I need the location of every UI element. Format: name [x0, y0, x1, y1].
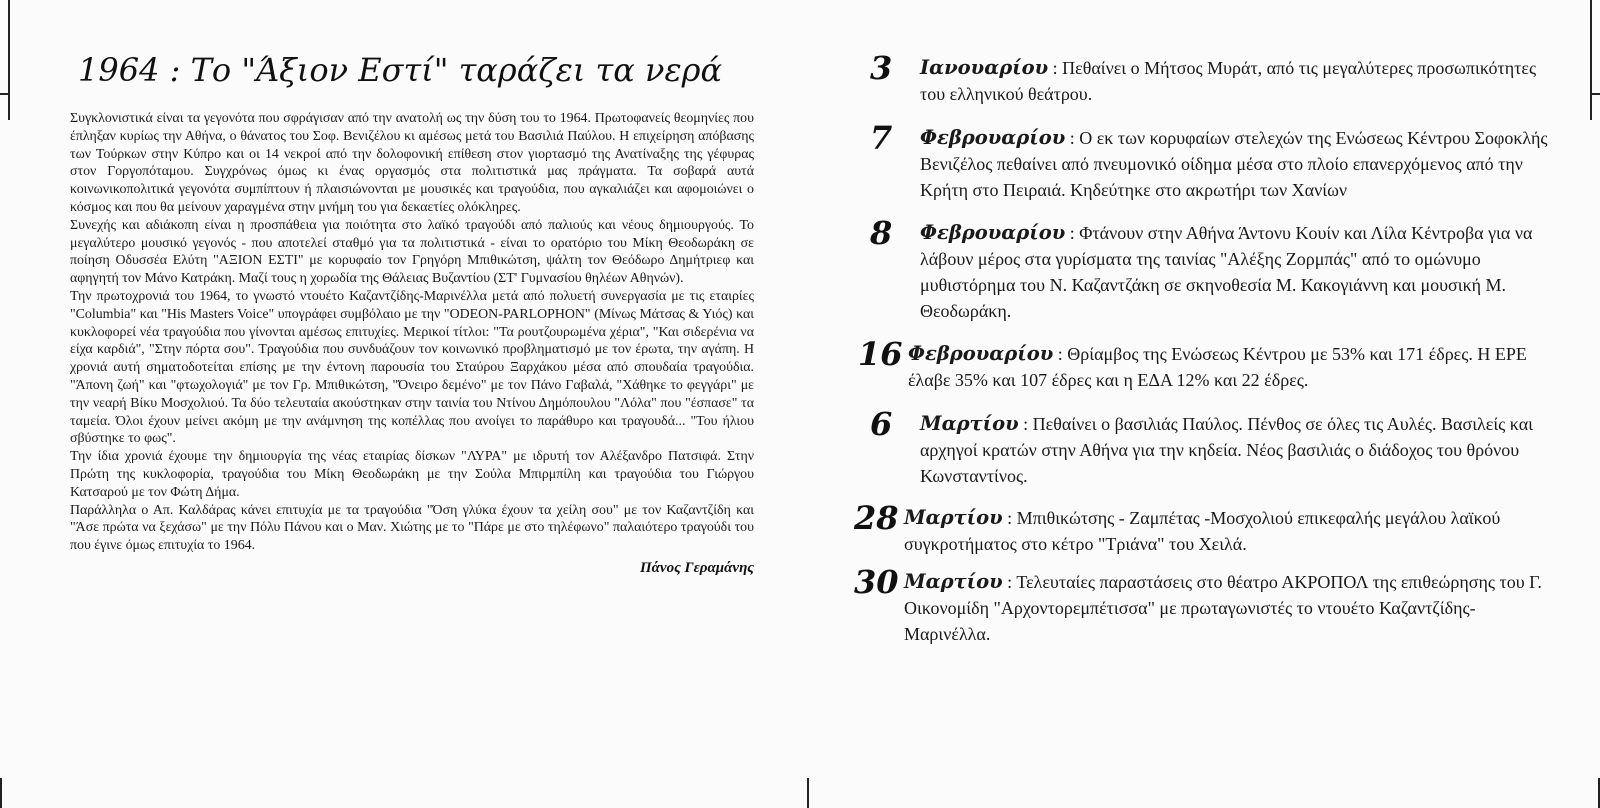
crop-mark: [1590, 93, 1600, 95]
chronology-entry: [866, 48, 1556, 107]
article-title: 1964 : Το "Άξιον Εστί" ταράζει τα νερά: [78, 51, 723, 89]
entry-description: : Μπιθικώτσης - Ζαμπέτας -Μοσχολιού επικεφαλής μεγάλου λαϊκού συγκροτήματος στο κέτρο "Τριάνα" του Χειλά.: [904, 508, 1501, 554]
entry-day: 3: [870, 49, 893, 87]
chronology-entry: [854, 498, 1556, 557]
entry-text: [904, 562, 1556, 647]
entry-text: [904, 498, 1556, 557]
entry-day: 7: [870, 119, 893, 157]
article-paragraph: Την πρωτοχρονιά του 1964, το γνωστό ντουέτο Καζαντζίδης-Μαρινέλλα μετά από πολυετή συνεργασία με τις εταιρίες "Columbia" και "His Masters Voice" υπογράφει συμβόλαιο με την "ODEON-PARLOPHON" (Μίνως Μάτσας & Υιός) και κυκλοφορεί νέα τραγούδια που γίνονται αμέσως επιτυχίες. Μερικοί τίτλοι: "Τα ρουτζουρωμένα χέρια", "Και σιδερένια να είχα καρδιά", "Στην πόρτα σου". Τραγούδια που συνδυάζουν τον κοινωνικό προβληματισμό με τον έρωτα, την αγάπη. Η χρονιά αυτή σηματοδοτείται επίσης με την έντονη παρουσία του Σταύρου Ξαρχάκου μέσα από σπουδαία τραγούδια. "Άπονη ζωή" και "φτωχολογιά" με τον Γρ. Μπιθικώτση, "Όνειρο δεμένο" με τον Πάνο Γαβαλά, "Χάθηκε το φεγγάρι" με την νεαρή Βίκυ Μοσχολιού. Τα δύο τελευταία ακούστηκαν στην ταινία του Ντίνου Δημόπουλου "Λόλα" που "έσπασε" τα ταμεία. Όλοι έχουν μείνει ακόμη με την ανάμνηση της κοπέλλας που ανοίγει το παράθυρο και τραγουδά... "Του ήλιου σβύστηκε το φως".: [70, 288, 754, 447]
chronology-entry: [858, 334, 1556, 393]
entry-description: : Θρίαμβος της Ενώσεως Κέντρου με 53% και 171 έδρες. Η ΕΡΕ έλαβε 35% και 107 έδρες και η ΕΔΑ 12% και 22 έδρες.: [908, 344, 1527, 390]
chronology-entry: [866, 118, 1556, 203]
crop-mark: [0, 778, 2, 808]
article-column: [70, 40, 754, 577]
entry-month: Ιανουαρίου: [920, 56, 1049, 79]
entry-description: : Ο εκ των κορυφαίων στελεχών της Ενώσεως Κέντρου Σοφοκλής Βενιζέλος πεθαίνει από πνευμονικό οίδημα μέσα στο πλοίο επανερχόμενος από την Κρήτη στο Πειραιά. Κηδεύτηκε στο ακρωτήρι των Χανίων: [920, 128, 1548, 200]
entry-day: 28: [854, 499, 899, 537]
fold-mark: [807, 778, 809, 808]
entry-description: : Πεθαίνει ο βασιλιάς Παύλος. Πένθος σε όλες τις Αυλές. Βασιλείς και αρχηγοί κρατών στην Αθήνα για την κηδεία. Νέος βασιλιάς ο διάδοχος του θρόνου Κωνσταντίνος.: [920, 414, 1533, 486]
entry-month: Φεβρουαρίου: [908, 342, 1054, 365]
article-paragraph: Συνεχής και αδιάκοπη είναι η προσπάθεια για ποιότητα στο λαϊκό τραγούδι από παλιούς και νέους δημιουργούς. Το μεγαλύτερο μουσικό γεγονός - που αποτελεί σταθμό για τα πολιτιστικά - είναι το ορατόριο του Μίκη Θεοδωράκη σε ποίηση Οδυσσέα Ελύτη "ΑΞΙΟΝ ΕΣΤΙ" με κορυφαίο τον Γρηγόρη Μπιθικώτση, ψάλτη τον Θεόδωρο Δημήτριεφ και αφηγητή τον Μάνο Κατράκη. Μαζί τους η χορωδία της Θάλειας Βυζαντίου (ΣΤ' Γυμνασίου θηλέων Αθηνών).: [70, 217, 754, 287]
entry-day: 8: [870, 214, 893, 252]
entry-text: [920, 118, 1556, 203]
chronology-entry: [866, 213, 1556, 324]
entry-day: 30: [854, 563, 899, 601]
crop-mark: [8, 0, 10, 120]
entry-day: 6: [870, 405, 893, 443]
entry-day: 16: [858, 335, 903, 373]
entry-text: [920, 404, 1556, 489]
entry-description: : Πεθαίνει ο Μήτσος Μυράτ, από τις μεγαλύτερες προσωπικότητες του ελληνικού θεάτρου.: [920, 58, 1537, 104]
entry-description: : Τελευταίες παραστάσεις στο θέατρο ΑΚΡΟΠΟΛ της επιθεώρησης του Γ. Οικονομίδη "Αρχοντορεμπέτισσα" με πρωταγωνιστές το ντουέτο Καζαντζίδης-Μαρινέλλα.: [904, 572, 1542, 644]
article-author: Πάνος Γεραμάνης: [639, 559, 754, 576]
chronology-column: [854, 48, 1556, 647]
entry-month: Φεβρουαρίου: [920, 126, 1066, 149]
crop-mark: [1590, 0, 1592, 120]
article-paragraph: Την ίδια χρονιά έχουμε την δημιουργία της νέας εταιρίας δίσκων "ΛΥΡΑ" με ιδρυτή τον Αλέξανδρο Πατσιφά. Στην Πρώτη της κυκλοφορία, τραγούδια του Μίκη Θεοδωράκη με την Σούλα Μπιρμπίλη και τραγούδια του Γιώργου Κατσαρού με τον Φώτη Δήμα.: [70, 449, 754, 500]
article-paragraph: Συγκλονιστικά είναι τα γεγονότα που σφράγισαν από την ανατολή ως την δύση του το 1964. Πρωτοφανείς θεομηνίες που έπληξαν κυρίως την Αθήνα, ο θάνατος του Σοφ. Βενιζέλου κι αμέσως μετά του Βασιλιά Παύλου. Η επιχείρηση απόβασης των Τούρκων στην Κύπρο και οι 14 νεκροί από την δολοφονική επίθεση στον γιορτασμό της Ανατίναξης της γέφυρας στον Γοργοπόταμου. Συγχρόνως όμως κι ένας οργασμός στα πολιτιστικά μας πράγματα. Τα σοβαρά αυτά κοινωνικοπολιτικά γεγονότα συμπίπτουν ή πλαισιώνονται με μουσικές και τραγούδια, που αγκαλιάζει και αφομοιώνει ο κόσμος και που θα μείνουν χαραγμένα στην μνήμη του για δεκαετίες ολόκληρες.: [70, 111, 754, 215]
entry-month: Μαρτίου: [920, 412, 1019, 435]
entry-description: : Φτάνουν στην Αθήνα Άντονυ Κουίν και Λίλα Κέντροβα για να λάβουν μέρος στα γυρίσματα της ταινίας "Αλέξης Ζορμπάς" από το ομώνυμο μυθιστόρημα του Ν. Καζαντζάκη σε σκηνοθεσία Μ. Κακογιάννη και μουσική Μ. Θεοδωράκη.: [920, 223, 1533, 321]
entry-text: [920, 48, 1556, 107]
article-paragraph: Παράλληλα ο Απ. Καλδάρας κάνει επιτυχία με τα τραγούδια "Όση γλύκα έχουν τα χείλη σου" με τον Καζαντζίδη και "Άσε πρώτα να ξεχάσω" με την Πόλυ Πάνου και ο Μαν. Χιώτης με το "Πάρε με στο τηλέφωνο" παλαιότερο τραγούδι του που έγινε όμως επιτυχία το 1964.: [70, 502, 754, 554]
entry-month: Φεβρουαρίου: [920, 221, 1066, 244]
chronology-entry: [854, 562, 1556, 647]
entry-month: Μαρτίου: [904, 506, 1003, 529]
crop-mark: [0, 93, 10, 95]
entry-text: [920, 213, 1556, 324]
entry-month: Μαρτίου: [904, 570, 1003, 593]
chronology-entry: [866, 404, 1556, 489]
article-body: [70, 110, 754, 555]
entry-text: [908, 334, 1556, 393]
